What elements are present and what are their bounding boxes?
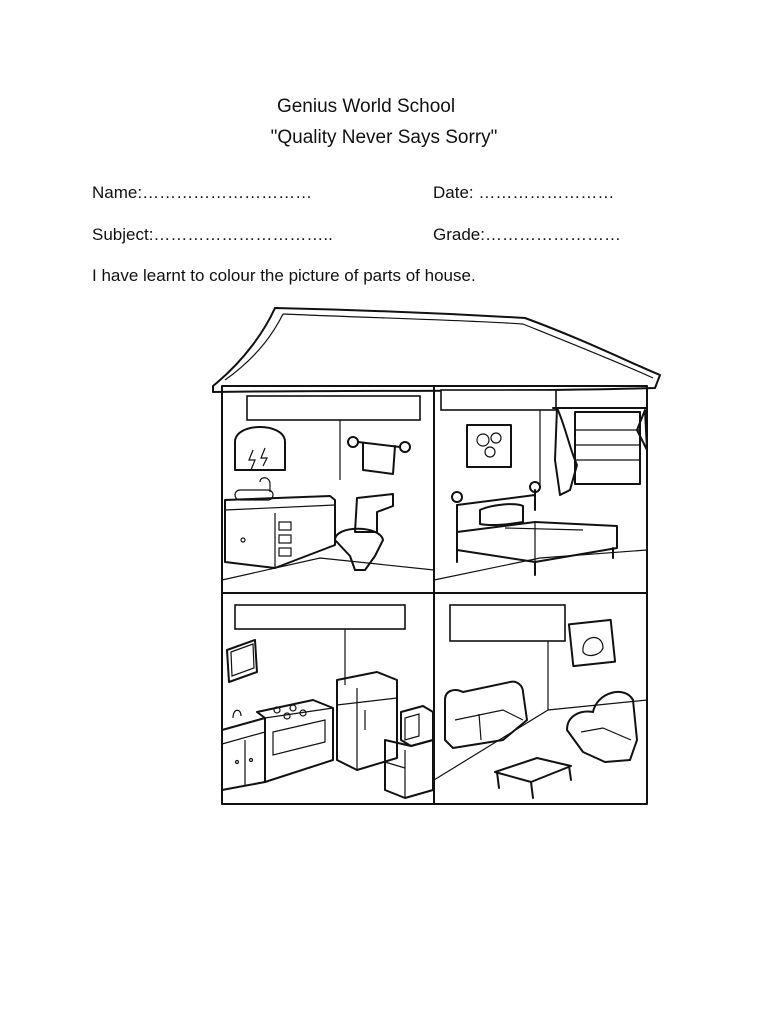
wall-picture-icon <box>569 620 615 666</box>
grade-field: Grade:…………………… <box>433 225 621 244</box>
room-label-box-kitchen[interactable] <box>235 605 405 629</box>
bathroom <box>222 396 434 580</box>
counter-icon <box>222 718 265 790</box>
curtain-icon <box>555 408 577 495</box>
name-field: Name:………………………… <box>92 183 313 202</box>
school-motto: "Quality Never Says Sorry" <box>270 127 498 148</box>
sofa-icon <box>445 682 527 748</box>
towel-icon <box>363 443 395 474</box>
picture-frame-icon <box>467 425 511 467</box>
sink-cabinet-icon <box>225 496 335 568</box>
bedroom <box>434 390 647 580</box>
mirror-icon <box>235 427 285 470</box>
instruction-text: I have learnt to colour the picture of parts of house. <box>92 266 476 285</box>
school-name: Genius World School <box>276 96 456 117</box>
toilet-icon <box>355 494 393 532</box>
stove-icon <box>257 700 333 782</box>
kitchen-cabinet-icon <box>385 740 433 798</box>
kitchen <box>222 605 433 798</box>
house-coloring-picture <box>205 300 665 810</box>
roof <box>213 308 660 392</box>
room-label-box-bedroom[interactable] <box>441 390 556 410</box>
date-field: Date: …………………… <box>433 183 615 202</box>
room-label-box-living-room[interactable] <box>450 605 565 641</box>
pillow-icon <box>480 504 523 525</box>
living-room <box>434 605 647 798</box>
room-label-box-bathroom[interactable] <box>247 396 420 420</box>
fridge-icon <box>337 672 397 770</box>
coffee-table-icon <box>495 758 571 782</box>
window-icon <box>575 412 640 484</box>
subject-field: Subject:………………………….. <box>92 225 333 244</box>
